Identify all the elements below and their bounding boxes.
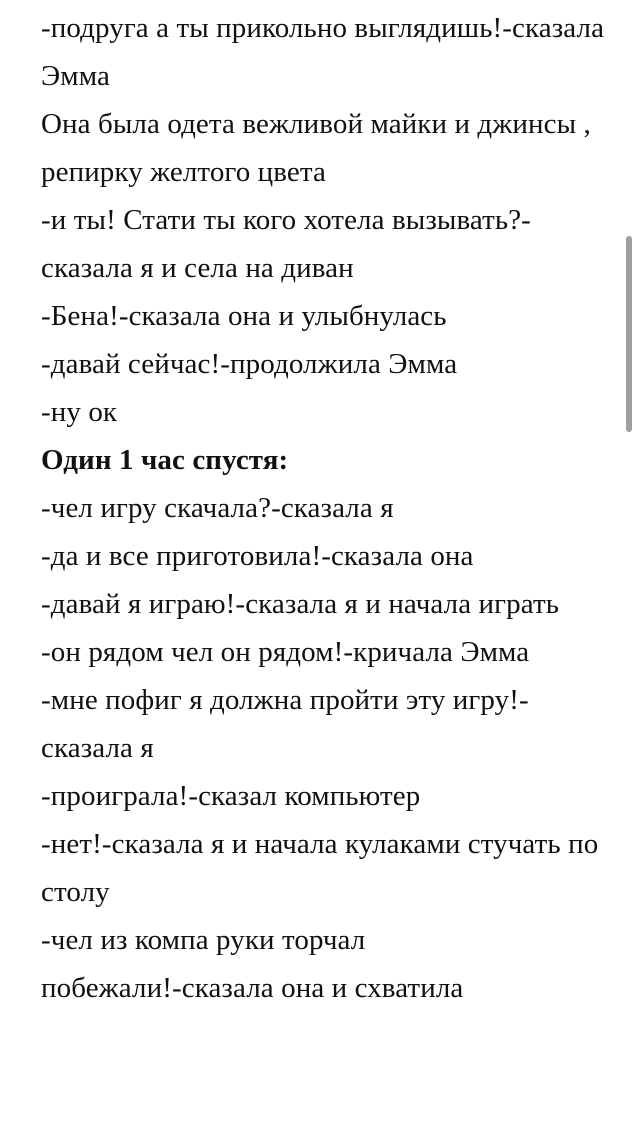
story-paragraph: Она была одета вежливой майки и джинсы , репирку желтого цвета bbox=[41, 108, 591, 188]
story-paragraph: -да и все приготовила!-сказала она bbox=[41, 540, 474, 572]
story-paragraph: -давай сейчас!-продолжила Эмма bbox=[41, 348, 458, 380]
vertical-scrollbar[interactable] bbox=[626, 236, 632, 432]
story-paragraph: -он рядом чел он рядом!-кричала Эмма bbox=[41, 636, 530, 668]
story-paragraph: -нет!-сказала я и начала кулаками стучать по столу bbox=[41, 828, 599, 908]
story-paragraph: -проиграла!-сказал компьютер bbox=[41, 780, 421, 812]
story-paragraph: -мне пофиг я должна пройти эту игру!-сказала я bbox=[41, 684, 529, 764]
story-paragraph: -подруга а ты прикольно выглядишь!-сказала Эмма bbox=[41, 12, 605, 92]
story-paragraph: побежали!-сказала она и схватила bbox=[41, 972, 464, 1004]
story-paragraph: -чел из компа руки торчал bbox=[41, 924, 366, 956]
story-heading: Один 1 час спустя: bbox=[41, 444, 289, 476]
story-paragraph: -Бена!-сказала она и улыбнулась bbox=[41, 300, 447, 332]
story-paragraph: -ну ок bbox=[41, 396, 118, 428]
story-paragraph: -чел игру скачала?-сказала я bbox=[41, 492, 394, 524]
story-paragraph: -давай я играю!-сказала я и начала играть bbox=[41, 588, 560, 620]
story-text bbox=[41, 4, 611, 1012]
story-paragraph: -и ты! Стати ты кого хотела вызывать?-сказала я и села на диван bbox=[41, 204, 531, 284]
